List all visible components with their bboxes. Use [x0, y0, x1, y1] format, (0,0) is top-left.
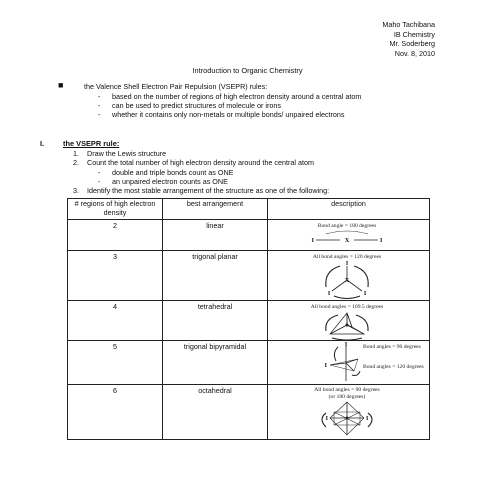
- bond-angle-caption-alt: (or 180 degrees): [328, 394, 366, 400]
- author-name: Maho Tachibana: [382, 20, 435, 29]
- description-cell: [268, 251, 430, 301]
- intro-sub-bullet: based on the number of regions of high electron density around a central atom: [112, 92, 362, 101]
- dash-marker: -: [98, 110, 101, 119]
- ligand-label: I: [325, 416, 328, 422]
- bond-angle-caption: All bond angles = 109.5 degrees: [310, 304, 384, 310]
- description-cell: [268, 301, 430, 341]
- step-text: Count the total number of high electron density around the central atom: [87, 158, 314, 167]
- arrangement-cell: tetrahedral: [163, 301, 268, 341]
- bond-angle-caption: All bond angles = 120 degrees: [312, 254, 382, 260]
- step-note: an unpaired electron counts as ONE: [112, 177, 228, 186]
- description-cell: [268, 341, 430, 385]
- section-heading: [63, 139, 119, 148]
- tetrahedral-geometry-diagram: [268, 301, 426, 340]
- ligand-label: I: [344, 342, 348, 348]
- description-cell: [268, 220, 430, 251]
- intro-bullet: the Valence Shell Electron Pair Repulsion (VSEPR) rules:: [84, 82, 268, 91]
- bullet-marker: ■: [58, 80, 64, 90]
- ligand-label: I: [380, 238, 383, 244]
- teacher-name: Mr. Soderberg: [389, 39, 435, 49]
- arrangement-cell: octahedral: [163, 385, 268, 440]
- description-cell: [268, 385, 430, 440]
- table-header-row: [68, 199, 430, 220]
- equatorial-angle-caption: Bond angles = 120 degrees: [363, 364, 424, 370]
- central-atom-label: X: [344, 278, 350, 284]
- arrangement-cell: trigonal bipyramidal: [163, 341, 268, 385]
- bond-angle-caption: All bond angles = 90 degrees: [314, 387, 380, 393]
- trigonal-planar-geometry-diagram: [268, 251, 426, 300]
- arrangement-cell: linear: [163, 220, 268, 251]
- step-number: 1.: [73, 149, 79, 158]
- step-note: double and triple bonds count as ONE: [112, 168, 234, 177]
- arrangement-cell: trigonal planar: [163, 251, 268, 301]
- ligand-label: I: [327, 291, 331, 297]
- axial-angle-caption: Bond angles = 90 degrees: [363, 344, 421, 350]
- ligand-label: I: [363, 291, 367, 297]
- dash-marker: -: [98, 168, 101, 177]
- regions-cell: 3: [68, 251, 163, 301]
- dash-marker: -: [98, 92, 101, 101]
- regions-cell: 6: [68, 385, 163, 440]
- table-row: [68, 385, 430, 440]
- document-date: Nov. 8, 2010: [394, 48, 435, 58]
- regions-cell: 5: [68, 341, 163, 385]
- intro-sub-bullet: can be used to predict structures of molecule or irons: [112, 101, 281, 110]
- step-text: Identify the most stable arrangement of the structure as one of the following:: [87, 186, 330, 195]
- step-number: 3.: [73, 186, 79, 195]
- section-numeral: I.: [40, 139, 45, 148]
- section-heading-text: the VSEPR rule:: [63, 139, 120, 148]
- regions-cell: 2: [68, 220, 163, 251]
- dash-marker: -: [98, 101, 101, 110]
- table-row: [68, 341, 430, 385]
- ligand-label: I: [366, 416, 369, 422]
- intro-sub-bullet: whether it contains only non-metals or multiple bonds/ unpaired electrons: [112, 110, 345, 119]
- column-header-description: description: [268, 199, 430, 220]
- octahedral-geometry-diagram: [268, 385, 426, 439]
- table-row: [68, 220, 430, 251]
- document-header: [382, 20, 435, 58]
- ligand-label: I: [311, 238, 314, 244]
- column-header-regions: # regions of high electron density: [68, 199, 163, 220]
- bond-angle-caption: Bond angle = 180 degrees: [317, 223, 377, 229]
- step-number: 2.: [73, 158, 79, 167]
- table-row: [68, 251, 430, 301]
- linear-geometry-diagram: [268, 220, 426, 250]
- dash-marker: -: [98, 177, 101, 186]
- step-text: Draw the Lewis structure: [87, 149, 167, 158]
- course-name: IB Chemistry: [393, 29, 435, 39]
- trigonal-bipyramidal-geometry-diagram: [268, 341, 426, 384]
- column-header-arrangement: best arrangement: [163, 199, 268, 220]
- ligand-label: I: [324, 363, 327, 369]
- table-row: [68, 301, 430, 341]
- page-title: Introduction to Organic Chemistry: [192, 66, 303, 75]
- regions-cell: 4: [68, 301, 163, 341]
- central-atom-label: X: [344, 238, 350, 244]
- vsepr-table: [67, 198, 430, 440]
- ligand-label: I: [345, 261, 349, 267]
